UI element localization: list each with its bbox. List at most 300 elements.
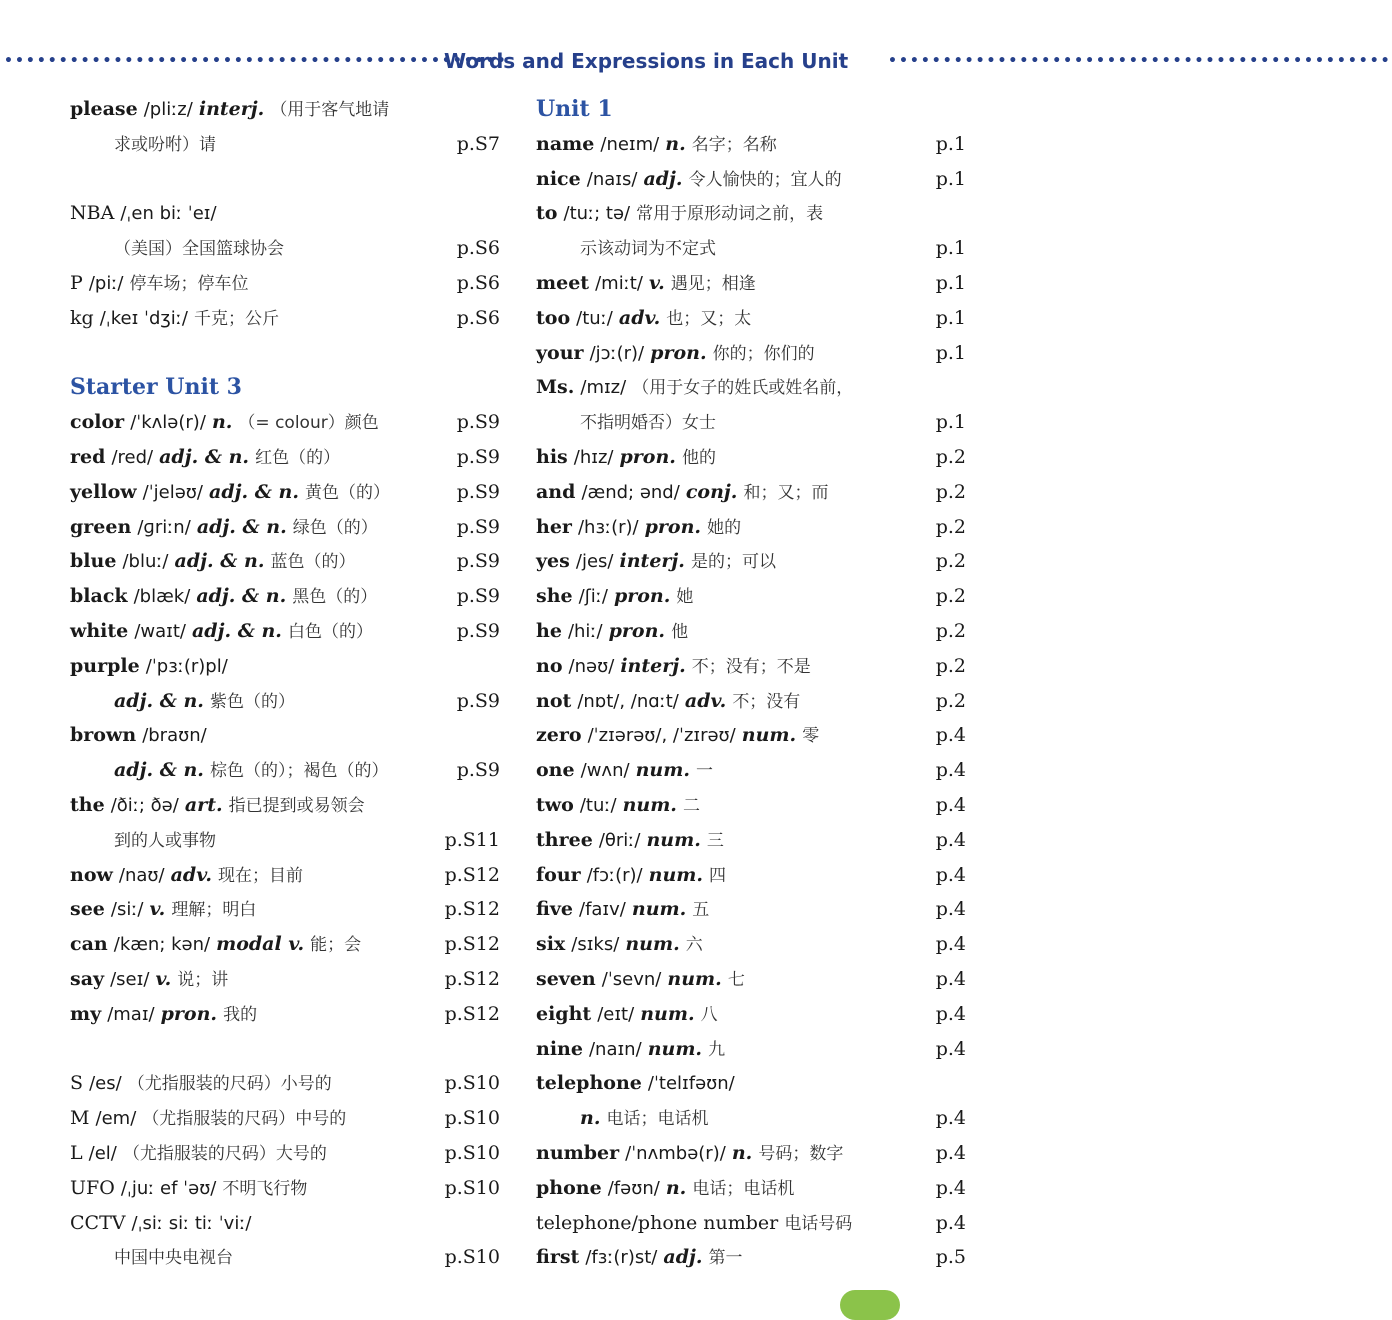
entry-meaning: 八 xyxy=(700,1004,718,1025)
entry-meaning: （用于客气地请 xyxy=(270,100,390,120)
entry-word: P xyxy=(70,271,83,294)
entry-phonetic: /hɜː(r)/ xyxy=(577,516,639,538)
entry-word: blue xyxy=(70,550,117,573)
entry-page: p.2 xyxy=(935,585,966,608)
entry-page: p.S9 xyxy=(456,759,500,782)
left-column xyxy=(70,92,500,1275)
vocab-entry xyxy=(536,336,966,371)
entry-word: UFO xyxy=(70,1176,115,1199)
entry-page: p.4 xyxy=(935,793,966,816)
entry-page: p.4 xyxy=(935,1141,966,1164)
entry-meaning: 号码；数字 xyxy=(758,1143,844,1164)
entry-pos: pron. xyxy=(619,445,676,468)
entry-word: NBA xyxy=(70,202,115,225)
entry-continuation xyxy=(70,1240,500,1275)
entry-pos: pron. xyxy=(160,1002,218,1025)
entry-phonetic: /jes/ xyxy=(575,551,614,573)
vocab-entry xyxy=(536,962,966,997)
entry-word: three xyxy=(536,828,593,851)
entry-word: no xyxy=(536,654,563,677)
entry-meaning: 停车场；停车位 xyxy=(129,273,249,294)
entry-pos: num. xyxy=(622,793,677,816)
entry-meaning: 我的 xyxy=(223,1004,258,1025)
entry-meaning: 他的 xyxy=(681,447,716,468)
entry-page: p.S6 xyxy=(456,271,500,294)
entry-pos: pron. xyxy=(650,341,707,364)
entry-pos: adj. & n. xyxy=(174,550,265,573)
entry-pos: adj. xyxy=(663,1246,703,1269)
entry-meaning: 你的；你们的 xyxy=(712,343,815,364)
vocab-entry xyxy=(70,718,500,753)
entry-meaning: 是的；可以 xyxy=(690,552,776,573)
entry-phonetic: /ˌen biː ˈeɪ/ xyxy=(120,203,217,225)
entry-meaning: （尤指服装的尺码）大号的 xyxy=(122,1143,327,1164)
entry-page: p.S7 xyxy=(456,132,500,155)
entry-meaning: 第一 xyxy=(708,1248,743,1269)
entry-pos: num. xyxy=(631,898,687,921)
entry-pos: adj. & n. xyxy=(196,515,287,538)
entry-meaning: 遇见；相逢 xyxy=(670,273,756,294)
vocab-entry xyxy=(536,579,966,614)
vocab-entry xyxy=(70,196,500,231)
entry-phonetic: /es/ xyxy=(89,1073,122,1095)
entry-pos: n. xyxy=(580,1107,601,1130)
entry-pos: v. xyxy=(149,898,166,921)
entry-page: p.S9 xyxy=(456,480,500,503)
entry-phonetic: /tuː/ xyxy=(579,794,617,816)
blank-row xyxy=(70,162,500,197)
entry-page: p.S12 xyxy=(444,933,500,956)
entry-meaning: 她 xyxy=(676,587,694,608)
entry-phonetic: /blæk/ xyxy=(133,586,191,608)
entry-pos: num. xyxy=(635,759,690,782)
entry-phonetic: /wʌn/ xyxy=(580,760,630,782)
entry-phonetic: /em/ xyxy=(95,1108,137,1130)
entry-pos: adj. & n. xyxy=(196,585,287,608)
entry-word: her xyxy=(536,515,572,538)
entry-page: p.2 xyxy=(935,654,966,677)
entry-word: phone xyxy=(536,1176,602,1199)
entry-meaning: 蓝色（的） xyxy=(270,552,356,573)
entry-meaning: 现在；目前 xyxy=(218,865,304,886)
entry-page: p.4 xyxy=(935,724,966,747)
entry-page: p.S9 xyxy=(456,689,500,712)
entry-page: p.1 xyxy=(935,341,966,364)
entry-word: can xyxy=(70,933,108,956)
entry-phonetic: /el/ xyxy=(88,1142,117,1164)
entry-page: p.4 xyxy=(935,1211,966,1234)
entry-pos: adj. & n. xyxy=(159,445,250,468)
entry-pos: num. xyxy=(667,967,722,990)
vocab-entry xyxy=(536,1136,966,1171)
entry-pos: interj. xyxy=(620,654,686,677)
entry-phonetic: /hiː/ xyxy=(567,620,603,642)
entry-page: p.S9 xyxy=(456,445,500,468)
vocab-entry xyxy=(536,440,966,475)
entry-pos: adj. & n. xyxy=(114,689,204,712)
entry-phonetic: /eɪt/ xyxy=(597,1003,635,1025)
header-dots-right: •••••••••••••••••••••••••••••••••••••••••••••• xyxy=(888,53,1392,69)
entry-phonetic: /fəʊn/ xyxy=(607,1177,660,1199)
entry-word: his xyxy=(536,445,568,468)
entry-word: not xyxy=(536,689,572,712)
entry-pos: conj. xyxy=(685,480,738,503)
entry-meaning: 电话号码 xyxy=(784,1213,853,1234)
entry-pos: num. xyxy=(640,1002,695,1025)
entry-pos: num. xyxy=(625,933,680,956)
vocab-entry xyxy=(70,858,500,893)
entry-meaning: 也；又；太 xyxy=(666,308,752,329)
entry-word: nice xyxy=(536,167,581,190)
entry-word: six xyxy=(536,933,566,956)
entry-pos: v. xyxy=(648,271,665,294)
entry-phonetic: /bluː/ xyxy=(122,551,169,573)
entry-meaning: 他 xyxy=(671,621,689,642)
entry-phonetic: /fɜː(r)st/ xyxy=(585,1247,658,1269)
vocab-entry xyxy=(536,1240,966,1275)
entry-meaning: 零 xyxy=(802,726,820,747)
entry-phonetic: /braʊn/ xyxy=(142,725,207,747)
entry-phonetic: /maɪ/ xyxy=(107,1003,155,1025)
vocab-entry xyxy=(536,1171,966,1206)
entry-word: green xyxy=(70,515,132,538)
vocab-entry xyxy=(536,927,966,962)
entry-word: two xyxy=(536,793,574,816)
entry-phonetic: /ænd; ənd/ xyxy=(581,481,680,503)
entry-meaning: 紫色（的） xyxy=(209,691,295,712)
entry-phonetic: /ˈzɪərəʊ/, /ˈzɪrəʊ/ xyxy=(587,725,736,747)
entry-meaning: 示该动词为不定式 xyxy=(580,239,716,260)
entry-page: p.2 xyxy=(935,480,966,503)
entry-word: yellow xyxy=(70,480,137,503)
entry-phonetic: /θriː/ xyxy=(598,829,641,851)
entry-page: p.S9 xyxy=(456,411,500,434)
entry-phonetic: /ˈsevn/ xyxy=(601,968,662,990)
vocab-entry xyxy=(536,370,966,405)
entry-meaning: 说；讲 xyxy=(177,969,229,990)
entry-meaning: 能；会 xyxy=(310,935,362,956)
entry-word: five xyxy=(536,898,573,921)
entry-word: color xyxy=(70,411,125,434)
entry-page: p.2 xyxy=(935,689,966,712)
entry-pos: v. xyxy=(155,967,172,990)
entry-word: four xyxy=(536,863,581,886)
entry-page: p.S10 xyxy=(444,1107,500,1130)
entry-word: too xyxy=(536,306,571,329)
entry-pos: adv. xyxy=(684,689,727,712)
entry-meaning: （尤指服装的尺码）小号的 xyxy=(127,1074,332,1095)
entry-phonetic: /miːt/ xyxy=(595,272,643,294)
entry-word: telephone/phone number xyxy=(536,1211,779,1234)
vocab-entry xyxy=(70,579,500,614)
entry-meaning: 红色（的） xyxy=(255,447,341,468)
page-number-badge xyxy=(840,1290,900,1320)
entry-page: p.4 xyxy=(935,759,966,782)
entry-page: p.4 xyxy=(935,828,966,851)
entry-meaning: 千克；公斤 xyxy=(193,308,279,329)
vocab-entry xyxy=(536,718,966,753)
entry-page: p.4 xyxy=(935,967,966,990)
vocab-entry xyxy=(70,1206,500,1241)
entry-meaning: 她的 xyxy=(707,517,742,538)
vocab-entry xyxy=(70,1066,500,1101)
entry-pos: num. xyxy=(646,828,701,851)
entry-page: p.S10 xyxy=(444,1246,500,1269)
entry-word: black xyxy=(70,585,128,608)
entry-pos: pron. xyxy=(613,585,671,608)
entry-phonetic: /waɪt/ xyxy=(134,620,186,642)
entry-word: meet xyxy=(536,271,590,294)
entry-pos: num. xyxy=(647,1037,703,1060)
entry-phonetic: /naɪs/ xyxy=(586,168,638,190)
entry-page: p.4 xyxy=(935,1176,966,1199)
entry-pos: adj. & n. xyxy=(209,480,299,503)
vocab-entry xyxy=(536,162,966,197)
entry-continuation xyxy=(70,231,500,266)
entry-meaning: 不指明婚否）女士 xyxy=(580,413,716,434)
entry-phonetic: /ˈpɜː(r)pl/ xyxy=(145,655,228,677)
entry-word: now xyxy=(70,863,113,886)
entry-pos: num. xyxy=(741,724,797,747)
vocab-entry xyxy=(70,1171,500,1206)
entry-meaning: 不；没有 xyxy=(732,691,801,712)
entry-page: p.S10 xyxy=(444,1176,500,1199)
entry-pos: adj. xyxy=(643,167,683,190)
entry-meaning: 理解；明白 xyxy=(171,900,257,921)
entry-meaning: 七 xyxy=(727,969,745,990)
entry-phonetic: /ˈnʌmbə(r)/ xyxy=(625,1142,726,1164)
entry-phonetic: /ˌsiː siː tiː ˈviː/ xyxy=(131,1212,252,1234)
entry-word: say xyxy=(70,967,105,990)
blank-row xyxy=(70,336,500,371)
entry-page: p.S9 xyxy=(456,515,500,538)
vocab-entry xyxy=(536,684,966,719)
vocab-entry xyxy=(536,1032,966,1067)
entry-pos: pron. xyxy=(608,619,666,642)
entry-phonetic: /piː/ xyxy=(88,272,124,294)
vocab-entry xyxy=(70,544,500,579)
entry-phonetic: /nɒt/, /nɑːt/ xyxy=(577,690,679,712)
entry-pos: art. xyxy=(184,793,223,816)
entry-meaning: 不明飞行物 xyxy=(222,1178,308,1199)
entry-phonetic: /tuː; tə/ xyxy=(563,203,631,225)
entry-word: telephone xyxy=(536,1072,642,1095)
vocab-entry xyxy=(536,127,966,162)
vocab-entry xyxy=(70,405,500,440)
entry-word: and xyxy=(536,480,576,503)
entry-phonetic: /ˌkeɪ ˈdʒiː/ xyxy=(99,307,188,329)
entry-pos: num. xyxy=(648,863,703,886)
entry-page: p.1 xyxy=(935,271,966,294)
entry-pos: adv. xyxy=(618,306,661,329)
entry-word: nine xyxy=(536,1037,583,1060)
entry-phonetic: /ˈjeləʊ/ xyxy=(142,481,203,503)
entry-page: p.4 xyxy=(935,863,966,886)
entry-phonetic: /jɔː(r)/ xyxy=(589,342,645,364)
entry-meaning: 三 xyxy=(706,830,724,851)
vocab-entry xyxy=(70,475,500,510)
entry-word: name xyxy=(536,132,595,155)
vocab-entry xyxy=(70,1101,500,1136)
entry-word: number xyxy=(536,1141,620,1164)
entry-meaning: （美国）全国篮球协会 xyxy=(114,239,284,260)
entry-phonetic: /siː/ xyxy=(110,899,144,921)
entry-word: red xyxy=(70,445,106,468)
entry-meaning: 六 xyxy=(685,935,703,956)
entry-phonetic: /neɪm/ xyxy=(600,133,660,155)
entry-page: p.2 xyxy=(935,445,966,468)
entry-page: p.S6 xyxy=(456,237,500,260)
vocab-entry xyxy=(536,823,966,858)
entry-page: p.5 xyxy=(935,1246,966,1269)
entry-meaning: 电话；电话机 xyxy=(692,1178,795,1199)
vocab-entry xyxy=(536,788,966,823)
vocab-entry xyxy=(536,1066,966,1101)
entry-meaning: 四 xyxy=(709,865,727,886)
entry-page: p.S9 xyxy=(456,619,500,642)
vocab-entry xyxy=(536,997,966,1032)
entry-page: p.S6 xyxy=(456,306,500,329)
vocab-entry xyxy=(70,92,500,127)
entry-pos: n. xyxy=(665,132,686,155)
entry-word: one xyxy=(536,759,575,782)
vocab-entry xyxy=(70,614,500,649)
entry-phonetic: /sɪks/ xyxy=(571,934,620,956)
entry-meaning: 一 xyxy=(696,761,713,782)
entry-meaning: 九 xyxy=(708,1039,726,1060)
vocab-entry xyxy=(536,858,966,893)
entry-meaning: 名字；名称 xyxy=(691,134,777,155)
entry-page: p.S9 xyxy=(456,550,500,573)
vocab-entry xyxy=(70,962,500,997)
entry-phonetic: /fɔː(r)/ xyxy=(586,864,643,886)
entry-pos: adv. xyxy=(170,863,212,886)
right-column xyxy=(536,92,966,1275)
entry-page: p.S12 xyxy=(444,863,500,886)
vocab-entry xyxy=(536,266,966,301)
vocab-entry xyxy=(70,301,500,336)
entry-word: kg xyxy=(70,306,94,329)
entry-continuation xyxy=(70,823,500,858)
entry-word: see xyxy=(70,898,105,921)
entry-meaning: 常用于原形动词之前，表 xyxy=(636,204,824,225)
entry-word: he xyxy=(536,619,562,642)
entry-word: seven xyxy=(536,967,596,990)
entry-phonetic: /hɪz/ xyxy=(573,446,614,468)
entry-page: p.2 xyxy=(935,515,966,538)
entry-word: the xyxy=(70,793,105,816)
vocab-entry xyxy=(536,614,966,649)
entry-meaning: 黑色（的） xyxy=(292,587,378,608)
entry-pos: adj. & n. xyxy=(114,759,204,782)
entry-meaning: 绿色（的） xyxy=(292,517,378,538)
entry-continuation xyxy=(536,405,966,440)
entry-phonetic: /seɪ/ xyxy=(110,968,150,990)
entry-page: p.2 xyxy=(935,619,966,642)
entry-phonetic: /faɪv/ xyxy=(579,899,626,921)
entry-word: brown xyxy=(70,724,137,747)
entry-meaning: 指已提到或易领会 xyxy=(228,795,365,816)
entry-meaning: 五 xyxy=(692,900,710,921)
entry-word: she xyxy=(536,585,573,608)
entry-page: p.1 xyxy=(935,411,966,434)
vocab-entry xyxy=(536,301,966,336)
entry-pos: n. xyxy=(731,1141,753,1164)
entry-word: your xyxy=(536,341,584,364)
entry-word: CCTV xyxy=(70,1211,126,1234)
entry-continuation xyxy=(70,127,500,162)
entry-pos: pron. xyxy=(644,515,702,538)
entry-phonetic: /ˈtelɪfəʊn/ xyxy=(647,1073,735,1095)
vocab-entry xyxy=(70,788,500,823)
entry-page: p.S12 xyxy=(444,967,500,990)
entry-page: p.4 xyxy=(935,933,966,956)
entry-continuation xyxy=(70,753,500,788)
entry-meaning: 令人愉快的；宜人的 xyxy=(688,169,842,190)
entry-word: M xyxy=(70,1107,90,1130)
entry-word: zero xyxy=(536,724,582,747)
entry-word: yes xyxy=(536,550,570,573)
entry-meaning: 二 xyxy=(682,795,700,816)
entry-page: p.S10 xyxy=(444,1072,500,1095)
vocab-entry xyxy=(70,649,500,684)
section-header xyxy=(0,46,1392,76)
entry-word: to xyxy=(536,202,558,225)
entry-meaning: 棕色（的）；褐色（的） xyxy=(209,761,389,782)
entry-meaning: 到的人或事物 xyxy=(114,830,216,851)
entry-meaning: 白色（的） xyxy=(287,621,373,642)
vocab-entry xyxy=(536,1206,966,1241)
entry-phonetic: /mɪz/ xyxy=(580,377,627,399)
entry-phonetic: /ʃiː/ xyxy=(578,586,608,608)
header-title: Words and Expressions in Each Unit xyxy=(444,49,849,73)
entry-page: p.S12 xyxy=(444,1002,500,1025)
blank-row xyxy=(70,1032,500,1067)
entry-page: p.4 xyxy=(935,1037,966,1060)
entry-phonetic: /nəʊ/ xyxy=(568,655,615,677)
vocab-entry xyxy=(536,475,966,510)
unit-heading: Unit 1 xyxy=(536,96,613,122)
entry-meaning: 求或吩咐）请 xyxy=(114,134,216,155)
entry-phonetic: /naɪn/ xyxy=(588,1038,642,1060)
entry-phonetic: /kæn; kən/ xyxy=(113,934,211,956)
entry-continuation xyxy=(536,1101,966,1136)
entry-phonetic: /pliːz/ xyxy=(143,99,193,120)
entry-pos: adj. & n. xyxy=(192,619,282,642)
entry-phonetic: /ɡriːn/ xyxy=(137,516,191,538)
entry-word: my xyxy=(70,1002,102,1025)
entry-pos: n. xyxy=(665,1176,687,1199)
entry-phonetic: /red/ xyxy=(111,446,154,468)
vocab-entry xyxy=(70,510,500,545)
entry-page: p.2 xyxy=(935,550,966,573)
entry-phonetic: /tuː/ xyxy=(576,307,613,329)
vocab-entry xyxy=(70,997,500,1032)
entry-pos: n. xyxy=(211,411,233,434)
vocab-entry xyxy=(536,892,966,927)
entry-page: p.S11 xyxy=(444,828,500,851)
header-dots-left: •••••••••••••••••••••••••••••••••••••••••••••• xyxy=(4,53,508,69)
entry-meaning: 黄色（的） xyxy=(305,482,390,503)
entry-word: Ms. xyxy=(536,376,575,399)
entry-meaning: 中国中央电视台 xyxy=(114,1248,233,1269)
entry-page: p.1 xyxy=(935,132,966,155)
entry-page: p.4 xyxy=(935,898,966,921)
entry-word: please xyxy=(70,98,138,120)
entry-page: p.S12 xyxy=(444,898,500,921)
entry-phonetic: /ˈkʌlə(r)/ xyxy=(130,412,206,434)
entry-word: eight xyxy=(536,1002,592,1025)
